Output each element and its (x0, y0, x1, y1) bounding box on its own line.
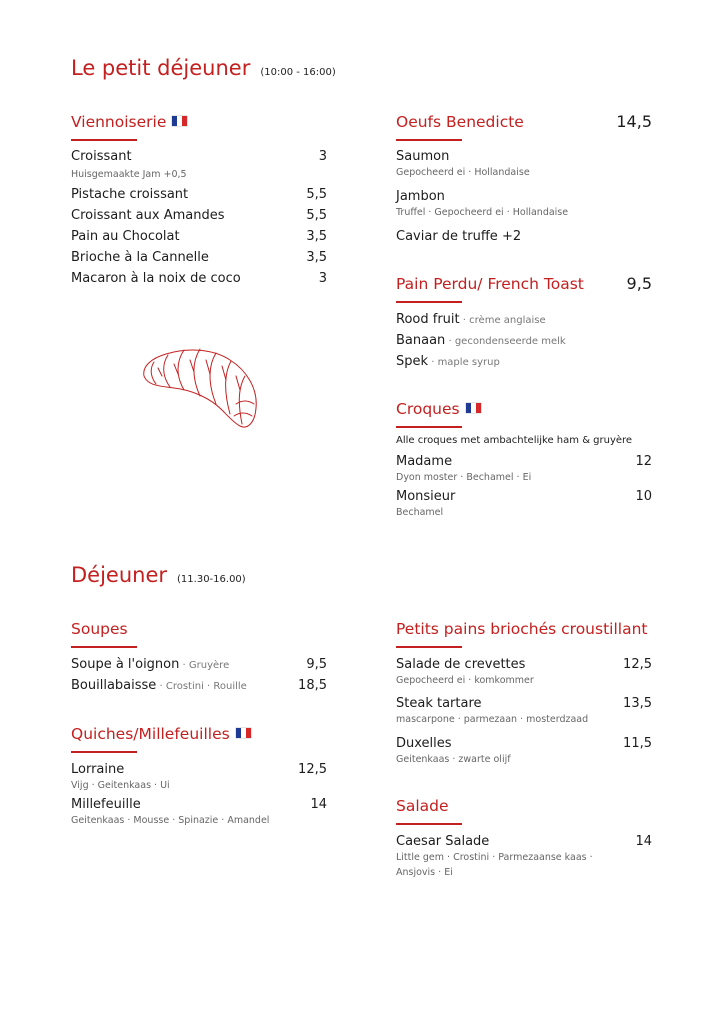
menu-item-price: 3 (318, 271, 327, 286)
french-flag-icon (236, 728, 251, 738)
menu-item-name: Millefeuille (71, 797, 141, 812)
section-divider (71, 139, 137, 141)
soupes-title: Soupes (71, 620, 128, 638)
menu-item-name: Spek (396, 354, 429, 369)
menu-item-price: 12,5 (623, 657, 652, 672)
french-flag-icon (172, 116, 187, 126)
menu-item-description: Vijg · Geitenkaas · Ui (71, 780, 170, 791)
croques-intro: Alle croques met ambachtelijke ham & gruyère (396, 435, 633, 446)
menu-item-name: Croissant (71, 149, 132, 164)
menu-item-description: · Crostini · Rouille (156, 681, 247, 692)
menu-item-description: · gecondenseerde melk (445, 336, 566, 347)
croques-title: Croques (396, 400, 460, 418)
menu-item-price: 14 (635, 834, 652, 849)
section-divider (396, 426, 462, 428)
menu-item (71, 678, 247, 693)
menu-item-description: mascarpone · parmezaan · mosterdzaad (396, 714, 589, 725)
croques-heading (396, 400, 481, 418)
menu-item-name: Pain au Chocolat (71, 229, 180, 244)
viennoiserie-heading (71, 113, 187, 131)
menu-item-name: Madame (396, 454, 453, 469)
menu-item-name: Saumon (396, 149, 450, 164)
menu-item-price: 12 (635, 454, 652, 469)
menu-item-price: 11,5 (623, 736, 652, 751)
menu-item-price: 5,5 (306, 187, 327, 202)
menu-item-price: 12,5 (298, 762, 327, 777)
quiches-heading (71, 725, 251, 743)
oeufs-benedicte-price: 14,5 (616, 112, 652, 131)
pain-perdu-price: 9,5 (626, 274, 652, 293)
menu-item-description: Truffel · Gepocheerd ei · Hollandaise (396, 207, 569, 218)
section-divider (396, 139, 462, 141)
salade-title: Salade (396, 797, 449, 815)
menu-item-name: Pistache croissant (71, 187, 189, 202)
menu-item-description: Ansjovis · Ei (396, 867, 453, 878)
pain-perdu-title: Pain Perdu/ French Toast (396, 275, 584, 293)
menu-item (396, 333, 566, 348)
menu-item-description: · maple syrup (428, 357, 500, 368)
menu-item-name: Macaron à la noix de coco (71, 271, 241, 286)
menu-item-name: Rood fruit (396, 312, 460, 327)
menu-item (396, 354, 500, 369)
menu-item-description: Little gem · Crostini · Parmezaanse kaas · (396, 852, 593, 863)
menu-item-name: Jambon (396, 189, 445, 204)
menu-item-note: Huisgemaakte Jam +0,5 (71, 169, 187, 180)
menu-item-description: Gepocheerd ei · komkommer (396, 675, 534, 686)
menu-item-name: Brioche à la Cannelle (71, 250, 209, 265)
lunch-title-text: Déjeuner (71, 563, 168, 587)
menu-item-description: Gepocheerd ei · Hollandaise (396, 167, 530, 178)
lunch-title (71, 563, 246, 587)
menu-item (71, 657, 229, 672)
breakfast-title (71, 56, 336, 80)
breakfast-title-text: Le petit déjeuner (71, 56, 251, 80)
croissant-illustration (138, 346, 262, 432)
section-divider (396, 646, 462, 648)
menu-item-price: 13,5 (623, 696, 652, 711)
menu-item-name: Salade de crevettes (396, 657, 526, 672)
menu-item-price: 3 (318, 149, 327, 164)
menu-item-name: Monsieur (396, 489, 456, 504)
menu-item-description: Dyon moster · Bechamel · Ei (396, 472, 532, 483)
menu-item-name: Caviar de truffe +2 (396, 229, 522, 244)
menu-item-price: 5,5 (306, 208, 327, 223)
breakfast-hours: (10:00 - 16:00) (260, 67, 336, 78)
menu-item-name: Lorraine (71, 762, 125, 777)
menu-item-name: Bouillabaisse (71, 678, 157, 693)
menu-item-name: Duxelles (396, 736, 452, 751)
menu-item-description: Geitenkaas · zwarte olijf (396, 754, 511, 765)
menu-item-name: Croissant aux Amandes (71, 208, 225, 223)
section-divider (71, 751, 137, 753)
oeufs-benedicte-title: Oeufs Benedicte (396, 113, 524, 131)
menu-item-price: 10 (635, 489, 652, 504)
menu-item-name: Steak tartare (396, 696, 482, 711)
menu-item-description: Geitenkaas · Mousse · Spinazie · Amandel (71, 815, 270, 826)
quiches-title: Quiches/Millefeuilles (71, 725, 230, 743)
menu-item-name: Caesar Salade (396, 834, 490, 849)
menu-item-price: 18,5 (298, 678, 327, 693)
menu-item-price: 3,5 (306, 229, 327, 244)
french-flag-icon (466, 403, 481, 413)
menu-item-name: Soupe à l'oignon (71, 657, 180, 672)
menu-item-description: Bechamel (396, 507, 444, 518)
menu-item-price: 14 (310, 797, 327, 812)
menu-item (396, 312, 546, 327)
menu-item-price: 9,5 (306, 657, 327, 672)
section-divider (71, 646, 137, 648)
viennoiserie-title: Viennoiserie (71, 113, 167, 131)
lunch-hours: (11.30-16.00) (177, 574, 246, 585)
menu-item-name: Banaan (396, 333, 446, 348)
section-divider (396, 301, 462, 303)
menu-item-price: 3,5 (306, 250, 327, 265)
petits-pains-title: Petits pains briochés croustillant (396, 620, 648, 638)
section-divider (396, 823, 462, 825)
menu-item-description: · crème anglaise (459, 315, 546, 326)
menu-item-description: · Gruyère (179, 660, 230, 671)
